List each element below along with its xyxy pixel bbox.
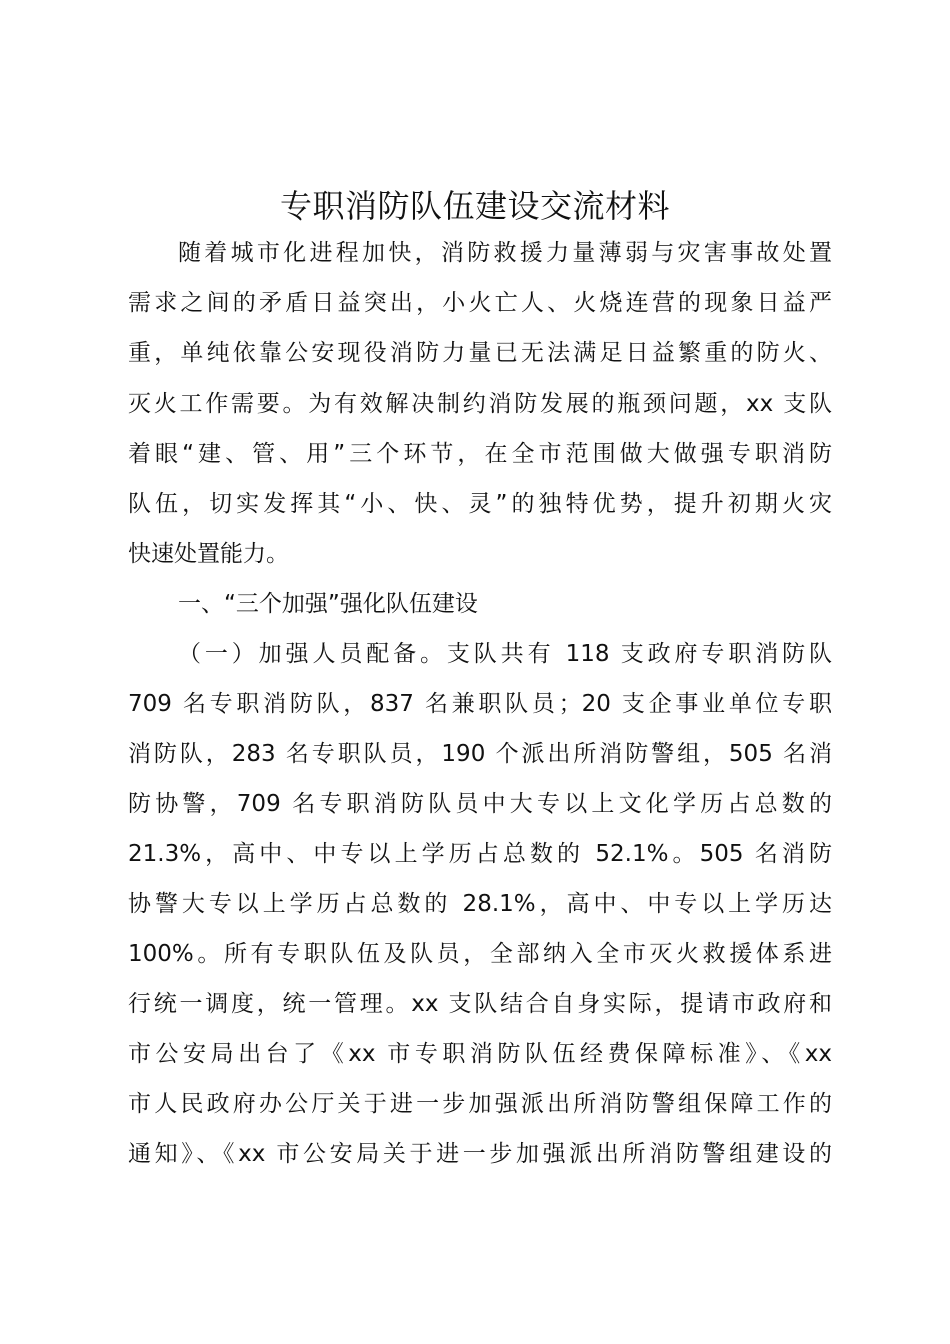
paragraph-line: 需求之间的矛盾日益突出，小火亡人、火烧连营的现象日益严 xyxy=(128,290,832,316)
paragraph-line: 防协警，709 名专职消防队员中大专以上文化学历占总数的 xyxy=(128,791,832,817)
paragraph-line: 灭火工作需要。为有效解决制约消防发展的瓶颈问题，xx 支队 xyxy=(128,391,832,417)
paragraph-line: 着眼“建、管、用”三个环节，在全市范围做大做强专职消防 xyxy=(128,441,832,467)
paragraph-line: 快速处置能力。 xyxy=(128,541,289,567)
paragraph-line: （一）加强人员配备。支队共有 118 支政府专职消防队 xyxy=(178,641,832,667)
paragraph-line: 随着城市化进程加快，消防救援力量薄弱与灾害事故处置 xyxy=(178,240,832,266)
paragraph-line: 消防队，283 名专职队员，190 个派出所消防警组，505 名消 xyxy=(128,741,832,767)
section-heading: 一、“三个加强”强化队伍建设 xyxy=(178,591,478,617)
paragraph-line: 通知》、《xx 市公安局关于进一步加强派出所消防警组建设的 xyxy=(128,1141,832,1167)
paragraph-line: 21.3%，高中、中专以上学历占总数的 52.1%。505 名消防 xyxy=(128,841,832,867)
paragraph-line: 协警大专以上学历占总数的 28.1%，高中、中专以上学历达 xyxy=(128,891,832,917)
paragraph-line: 709 名专职消防队，837 名兼职队员；20 支企事业单位专职 xyxy=(128,691,832,717)
paragraph-line: 重，单纯依靠公安现役消防力量已无法满足日益繁重的防火、 xyxy=(128,340,832,366)
paragraph-line: 市公安局出台了《xx 市专职消防队伍经费保障标准》、《xx xyxy=(128,1041,832,1067)
document-title: 专职消防队伍建设交流材料 xyxy=(279,187,670,225)
paragraph-line: 队伍，切实发挥其“小、快、灵”的独特优势，提升初期火灾 xyxy=(128,491,832,517)
paragraph-line: 行统一调度，统一管理。xx 支队结合自身实际，提请市政府和 xyxy=(128,991,832,1017)
paragraph-line: 100%。所有专职队伍及队员，全部纳入全市灭火救援体系进 xyxy=(128,941,832,967)
paragraph-line: 市人民政府办公厅关于进一步加强派出所消防警组保障工作的 xyxy=(128,1091,832,1117)
